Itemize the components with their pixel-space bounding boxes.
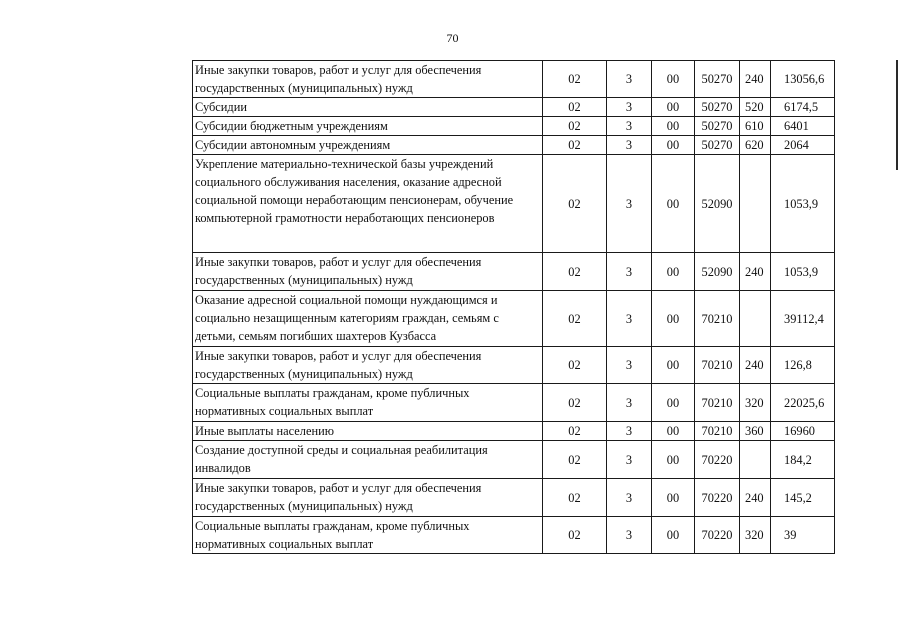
cell-target-article: 50270 [695,98,740,117]
cell-program: 00 [652,253,695,291]
row-name: Создание доступной среды и социальная реабилитация инвалидов [193,441,543,479]
page-number: 70 [446,31,459,45]
table-row [193,479,835,517]
cell-section: 02 [543,98,607,117]
cell-expense-type: 320 [740,384,771,422]
cell-section: 02 [543,61,607,98]
cell-amount: 6401 [771,117,835,136]
cell-section: 02 [543,347,607,384]
table-row [193,441,835,479]
cell-amount: 13056,6 [771,61,835,98]
cell-section: 02 [543,479,607,517]
cell-expense-type: 240 [740,479,771,517]
cell-target-article: 52090 [695,253,740,291]
cell-program: 00 [652,441,695,479]
row-name: Социальные выплаты гражданам, кроме публичных нормативных социальных выплат [193,384,543,422]
row-name: Иные закупки товаров, работ и услуг для обеспечения государственных (муниципальных) нужд [193,253,543,291]
table-row [193,136,835,155]
table-row [193,517,835,554]
cell-amount: 126,8 [771,347,835,384]
cell-amount: 145,2 [771,479,835,517]
cell-subsection: 3 [607,61,652,98]
cell-program: 00 [652,422,695,441]
cell-target-article: 70220 [695,441,740,479]
table-row [193,347,835,384]
cell-expense-type [740,155,771,253]
budget-table [192,60,835,554]
cell-section: 02 [543,155,607,253]
cell-program: 00 [652,61,695,98]
cell-expense-type [740,291,771,347]
cell-subsection: 3 [607,117,652,136]
row-name: Иные закупки товаров, работ и услуг для обеспечения государственных (муниципальных) нужд [193,347,543,384]
cell-subsection: 3 [607,136,652,155]
cell-amount: 6174,5 [771,98,835,117]
cell-amount: 1053,9 [771,155,835,253]
cell-amount: 184,2 [771,441,835,479]
scan-edge-line [896,60,898,170]
budget-table-body [193,61,835,554]
table-row [193,61,835,98]
cell-amount: 1053,9 [771,253,835,291]
cell-target-article: 50270 [695,61,740,98]
table-row [193,98,835,117]
cell-section: 02 [543,384,607,422]
table-row [193,422,835,441]
cell-expense-type: 240 [740,347,771,384]
row-name: Иные выплаты населению [193,422,543,441]
cell-target-article: 50270 [695,117,740,136]
cell-section: 02 [543,517,607,554]
cell-amount: 39 [771,517,835,554]
cell-expense-type: 520 [740,98,771,117]
cell-subsection: 3 [607,422,652,441]
cell-target-article: 70210 [695,291,740,347]
cell-amount: 39112,4 [771,291,835,347]
row-name: Оказание адресной социальной помощи нуждающимся и социально незащищенным категориям граждан, семьям с детьми, семьям погибших шахтеров Кузбасса [193,291,543,347]
table-row [193,253,835,291]
cell-program: 00 [652,98,695,117]
cell-amount: 2064 [771,136,835,155]
row-name: Иные закупки товаров, работ и услуг для обеспечения государственных (муниципальных) нужд [193,61,543,98]
cell-section: 02 [543,441,607,479]
cell-amount: 16960 [771,422,835,441]
row-name: Субсидии автономным учреждениям [193,136,543,155]
row-name: Субсидии бюджетным учреждениям [193,117,543,136]
cell-program: 00 [652,155,695,253]
cell-expense-type: 240 [740,253,771,291]
cell-expense-type [740,441,771,479]
cell-subsection: 3 [607,517,652,554]
cell-subsection: 3 [607,291,652,347]
row-name: Укрепление материально-технической базы учреждений социального обслуживания населения, оказание адресной социальной помощи неработающим пенсионерам, обучение компьютерной грамотности неработающих пенсионеров [193,155,543,253]
cell-subsection: 3 [607,479,652,517]
cell-target-article: 52090 [695,155,740,253]
cell-subsection: 3 [607,98,652,117]
cell-section: 02 [543,117,607,136]
cell-target-article: 50270 [695,136,740,155]
cell-amount: 22025,6 [771,384,835,422]
cell-section: 02 [543,136,607,155]
cell-program: 00 [652,517,695,554]
cell-subsection: 3 [607,253,652,291]
row-name: Субсидии [193,98,543,117]
cell-section: 02 [543,291,607,347]
cell-expense-type: 320 [740,517,771,554]
cell-section: 02 [543,422,607,441]
cell-target-article: 70220 [695,517,740,554]
table-row [193,155,835,253]
cell-program: 00 [652,117,695,136]
table-row [193,384,835,422]
table-row [193,117,835,136]
cell-program: 00 [652,479,695,517]
cell-program: 00 [652,384,695,422]
cell-expense-type: 620 [740,136,771,155]
cell-subsection: 3 [607,384,652,422]
cell-program: 00 [652,136,695,155]
cell-program: 00 [652,347,695,384]
cell-expense-type: 610 [740,117,771,136]
cell-subsection: 3 [607,347,652,384]
cell-expense-type: 240 [740,61,771,98]
cell-section: 02 [543,253,607,291]
cell-target-article: 70220 [695,479,740,517]
cell-program: 00 [652,291,695,347]
cell-subsection: 3 [607,155,652,253]
cell-expense-type: 360 [740,422,771,441]
cell-target-article: 70210 [695,384,740,422]
cell-target-article: 70210 [695,347,740,384]
row-name: Иные закупки товаров, работ и услуг для обеспечения государственных (муниципальных) нужд [193,479,543,517]
cell-subsection: 3 [607,441,652,479]
table-row [193,291,835,347]
cell-target-article: 70210 [695,422,740,441]
row-name: Социальные выплаты гражданам, кроме публичных нормативных социальных выплат [193,517,543,554]
